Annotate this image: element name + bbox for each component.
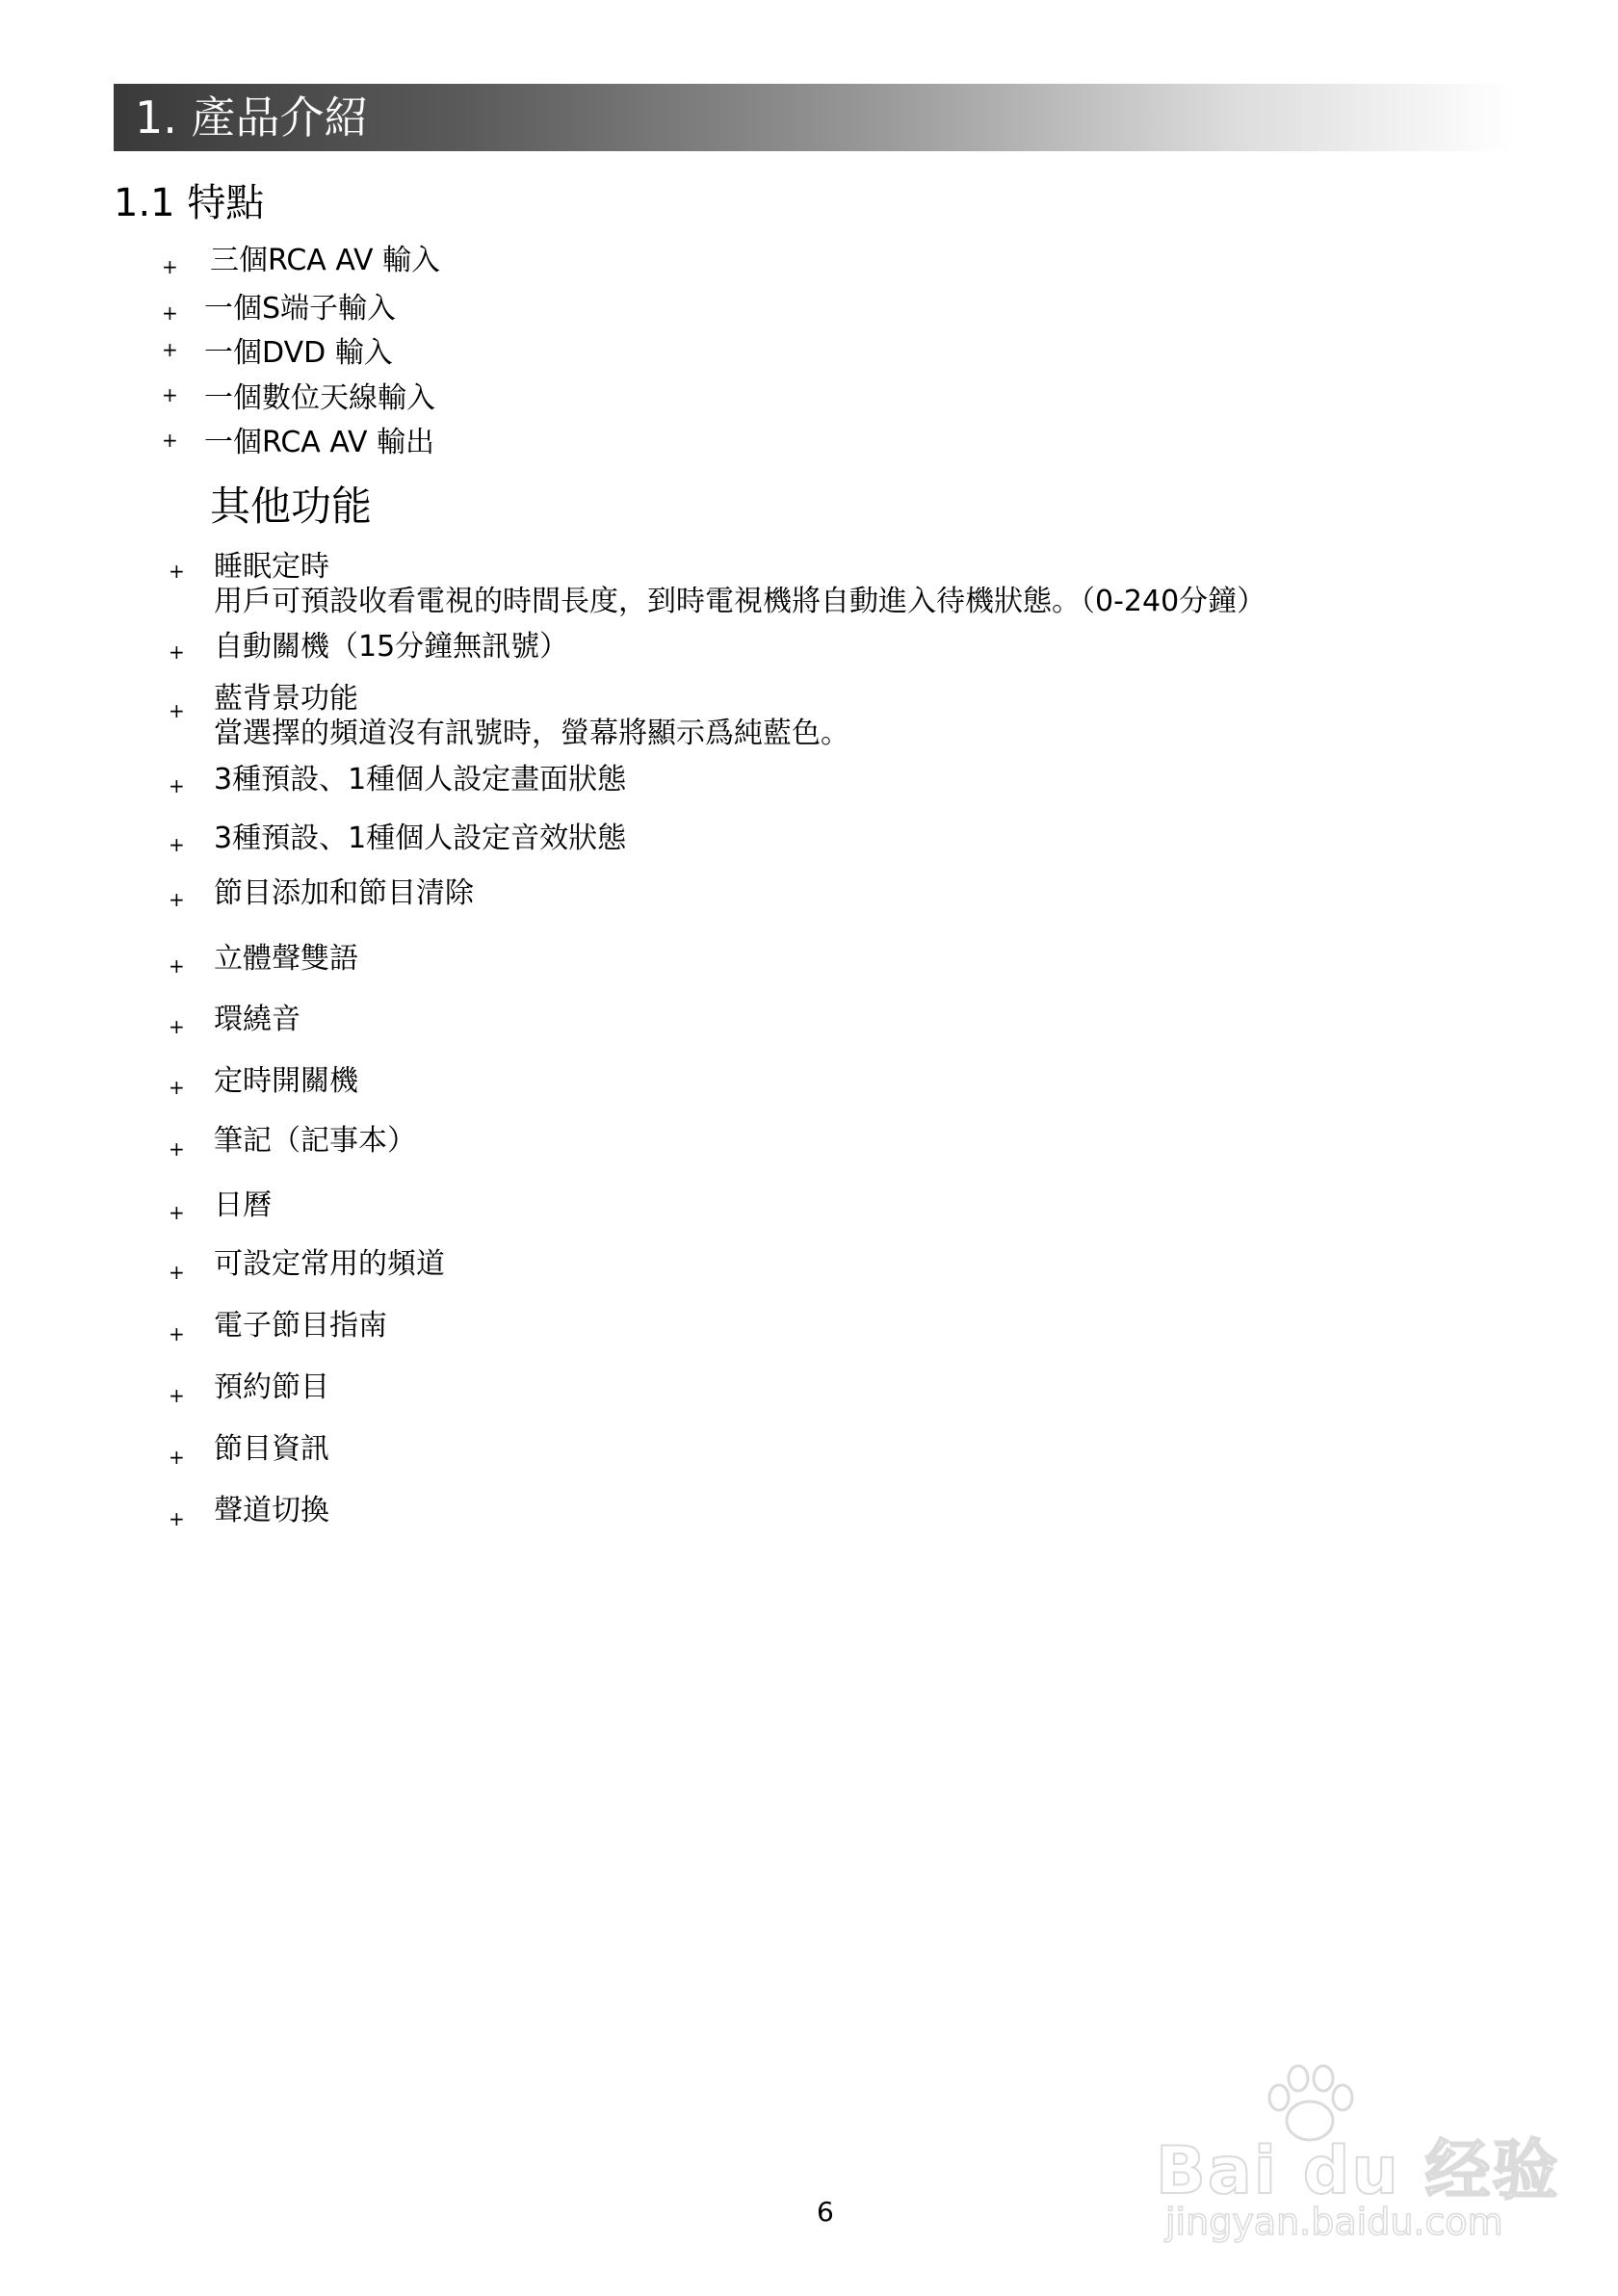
bullet-icon: + bbox=[169, 774, 185, 797]
watermark-url: jingyan.baidu.com bbox=[1165, 2201, 1503, 2243]
bullet-icon: + bbox=[162, 429, 178, 452]
feature-item: 睡眠定時 bbox=[214, 550, 329, 584]
feature-item-description: 當選擇的頻道沒有訊號時，螢幕將顯示爲純藍色。 bbox=[214, 717, 849, 750]
feature-item: 一個數位天線輸入 bbox=[204, 381, 435, 415]
bullet-icon: + bbox=[169, 640, 185, 664]
other-features-heading: 其他功能 bbox=[210, 483, 373, 530]
bullet-icon: + bbox=[169, 1201, 185, 1224]
feature-item: 藍背景功能 bbox=[214, 682, 358, 716]
feature-item: 自動關機（15分鐘無訊號） bbox=[214, 630, 569, 664]
bullet-icon: + bbox=[162, 338, 178, 361]
watermark-logo-text: Bai du 经验 bbox=[1156, 2133, 1560, 2209]
bullet-icon: + bbox=[169, 833, 185, 856]
feature-item: 一個S端子輸入 bbox=[204, 292, 397, 326]
feature-item: 可設定常用的頻道 bbox=[214, 1247, 445, 1281]
feature-item: 環繞音 bbox=[214, 1003, 300, 1036]
bullet-icon: + bbox=[162, 255, 178, 278]
bullet-icon: + bbox=[169, 1384, 185, 1407]
feature-item: 節目添加和節目清除 bbox=[214, 876, 474, 910]
baidu-watermark bbox=[1146, 2061, 1560, 2244]
feature-item: 筆記（記事本） bbox=[214, 1124, 416, 1158]
bullet-icon: + bbox=[169, 1322, 185, 1345]
feature-item: 一個DVD 輸入 bbox=[204, 336, 393, 370]
bullet-icon: + bbox=[169, 1507, 185, 1530]
feature-item: 3種預設、1種個人設定畫面狀態 bbox=[214, 763, 627, 796]
feature-item-description: 用戶可預設收看電視的時間長度，到時電視機將自動進入待機狀態。（0-240分鐘） bbox=[214, 585, 1266, 618]
section-header-title: 1. 產品介紹 bbox=[135, 91, 369, 144]
bullet-icon: + bbox=[169, 699, 185, 722]
feature-item: 立體聲雙語 bbox=[214, 942, 358, 976]
feature-item: 預約節目 bbox=[214, 1370, 329, 1404]
bullet-icon: + bbox=[169, 1261, 185, 1284]
page-number: 6 bbox=[817, 2196, 834, 2228]
feature-item: 日曆 bbox=[214, 1188, 272, 1222]
bullet-icon: + bbox=[169, 954, 185, 978]
bullet-icon: + bbox=[169, 1446, 185, 1469]
feature-item: 定時開關機 bbox=[214, 1064, 358, 1098]
feature-item: 節目資訊 bbox=[214, 1432, 329, 1466]
bullet-icon: + bbox=[169, 888, 185, 911]
bullet-icon: + bbox=[169, 560, 185, 583]
bullet-icon: + bbox=[169, 1137, 185, 1161]
bullet-icon: + bbox=[169, 1015, 185, 1038]
feature-item: 3種預設、1種個人設定音效狀態 bbox=[214, 822, 627, 855]
feature-item: 聲道切換 bbox=[214, 1494, 329, 1527]
subsection-title: 1.1 特點 bbox=[114, 181, 265, 225]
feature-item: 三個RCA AV 輸入 bbox=[210, 244, 441, 277]
feature-item: 電子節目指南 bbox=[214, 1309, 387, 1343]
bullet-icon: + bbox=[162, 383, 178, 406]
bullet-icon: + bbox=[162, 301, 178, 325]
feature-item: 一個RCA AV 輸出 bbox=[204, 426, 435, 459]
bullet-icon: + bbox=[169, 1076, 185, 1099]
